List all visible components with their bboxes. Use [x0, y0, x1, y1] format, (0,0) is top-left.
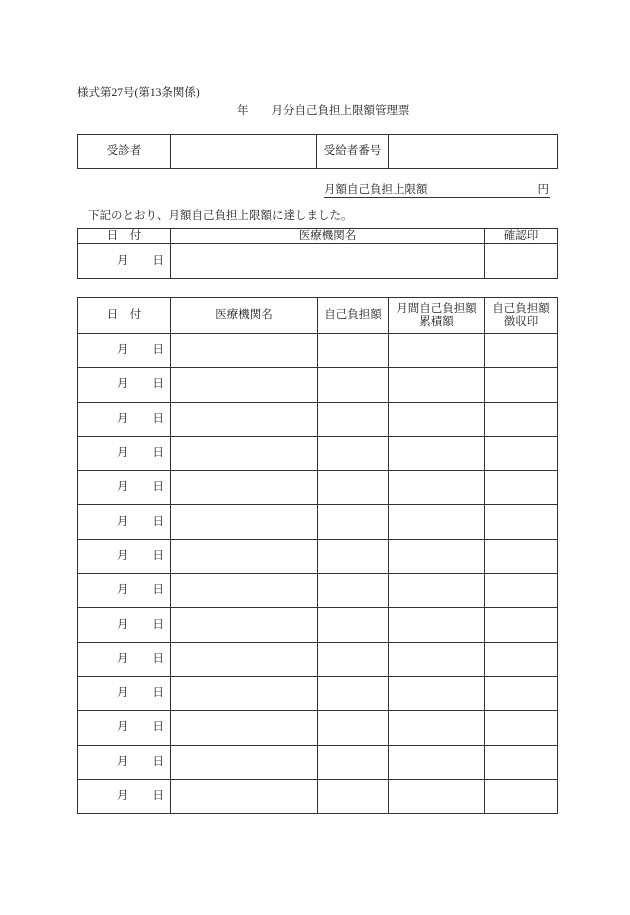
- collection-seal-cell: [485, 574, 558, 608]
- date-cell: [78, 402, 171, 436]
- month-label: 月: [117, 254, 129, 267]
- ledger-row: [78, 436, 558, 470]
- cumulative-header-line-1: 月間自己負担額: [396, 302, 477, 315]
- day-label: 日: [152, 687, 164, 700]
- patient-value-cell: [171, 135, 317, 169]
- cumulative-cell: [389, 642, 485, 676]
- collection-seal-cell: [485, 368, 558, 402]
- month-label: 月: [117, 412, 129, 425]
- monthly-limit-line: [324, 183, 550, 198]
- monthly-limit-label: 月額自己負担上限額: [324, 184, 428, 196]
- copayment-cell: [318, 608, 389, 642]
- cumulative-cell: [389, 471, 485, 505]
- collection-seal-cell: [485, 779, 558, 813]
- collection-seal-cell: [485, 676, 558, 710]
- day-label: 日: [152, 549, 164, 562]
- institution-cell: [171, 402, 318, 436]
- copayment-cell: [318, 745, 389, 779]
- collection-seal-cell: [485, 642, 558, 676]
- institution-cell: [171, 244, 485, 279]
- cumulative-cell: [389, 505, 485, 539]
- month-label: 月: [117, 549, 129, 562]
- day-label: 日: [152, 584, 164, 597]
- collection-seal-header: [485, 298, 558, 334]
- month-label: 月: [117, 618, 129, 631]
- cumulative-cell: [389, 608, 485, 642]
- collection-seal-cell: [485, 471, 558, 505]
- cumulative-cell: [389, 539, 485, 573]
- date-header: 日 付: [78, 298, 171, 334]
- day-label: 日: [152, 412, 164, 425]
- cumulative-header: [389, 298, 485, 334]
- institution-cell: [171, 779, 318, 813]
- date-cell: [78, 574, 171, 608]
- date-cell: [78, 711, 171, 745]
- day-label: 日: [152, 790, 164, 802]
- notice-text: 下記のとおり、月額自己負担上限額に達しました。: [88, 210, 353, 222]
- ledger-row: [78, 402, 558, 436]
- institution-cell: [171, 745, 318, 779]
- date-cell: [78, 779, 171, 813]
- month-label: 月: [117, 584, 129, 597]
- institution-header: 医療機関名: [171, 298, 318, 334]
- date-cell: [78, 368, 171, 402]
- patient-label: 受診者: [78, 135, 171, 169]
- cumulative-cell: [389, 779, 485, 813]
- month-label: 月: [117, 652, 129, 665]
- month-label: 月: [117, 755, 129, 768]
- collection-seal-cell: [485, 402, 558, 436]
- copayment-cell: [318, 779, 389, 813]
- recipient-row: [78, 135, 558, 169]
- month-label: 月: [117, 687, 129, 700]
- ledger-row: [78, 505, 558, 539]
- cumulative-cell: [389, 745, 485, 779]
- day-label: 日: [152, 378, 164, 391]
- date-cell: [78, 539, 171, 573]
- ledger-row: [78, 334, 558, 368]
- ledger-row: [78, 642, 558, 676]
- monthly-limit-unit: 円: [537, 184, 549, 196]
- institution-cell: [171, 539, 318, 573]
- day-label: 日: [152, 254, 164, 267]
- seal-cell: [485, 244, 558, 279]
- ledger-row: [78, 676, 558, 710]
- institution-cell: [171, 711, 318, 745]
- cumulative-cell: [389, 436, 485, 470]
- collection-seal-cell: [485, 745, 558, 779]
- institution-cell: [171, 642, 318, 676]
- copayment-cell: [318, 642, 389, 676]
- date-cell: [78, 608, 171, 642]
- cumulative-cell: [389, 676, 485, 710]
- copayment-cell: [318, 471, 389, 505]
- date-header: 日 付: [78, 229, 171, 244]
- ledger-row: [78, 779, 558, 813]
- date-cell: [78, 745, 171, 779]
- ledger-row: [78, 368, 558, 402]
- confirmation-row: [78, 244, 558, 279]
- institution-cell: [171, 334, 318, 368]
- date-cell: [78, 436, 171, 470]
- cumulative-cell: [389, 402, 485, 436]
- copayment-cell: [318, 539, 389, 573]
- institution-header: 医療機関名: [171, 229, 485, 244]
- day-label: 日: [152, 618, 164, 631]
- day-label: 日: [152, 721, 164, 734]
- confirmation-table: [77, 228, 558, 279]
- recipient-number-label: 受給者番号: [317, 135, 389, 169]
- institution-cell: [171, 574, 318, 608]
- collection-seal-cell: [485, 608, 558, 642]
- copayment-cell: [318, 436, 389, 470]
- day-label: 日: [152, 481, 164, 494]
- copayment-cell: [318, 368, 389, 402]
- day-label: 日: [152, 755, 164, 768]
- collection-seal-cell: [485, 539, 558, 573]
- collection-seal-header-line-2: 徴収印: [503, 315, 539, 328]
- month-label: 月: [117, 344, 129, 357]
- date-cell: [78, 642, 171, 676]
- month-label: 月: [117, 721, 129, 734]
- cumulative-cell: [389, 711, 485, 745]
- date-cell: [78, 676, 171, 710]
- cumulative-header-line-2: 累積額: [419, 315, 454, 328]
- month-label: 月: [117, 481, 129, 494]
- cumulative-cell: [389, 574, 485, 608]
- confirmation-header-row: [78, 229, 558, 244]
- institution-cell: [171, 505, 318, 539]
- month-label: 月: [117, 447, 129, 460]
- institution-cell: [171, 436, 318, 470]
- ledger-row: [78, 711, 558, 745]
- ledger-row: [78, 574, 558, 608]
- ledger-row: [78, 608, 558, 642]
- month-label: 月: [117, 790, 129, 802]
- institution-cell: [171, 608, 318, 642]
- day-label: 日: [152, 344, 164, 357]
- institution-cell: [171, 368, 318, 402]
- ledger-row: [78, 471, 558, 505]
- collection-seal-cell: [485, 505, 558, 539]
- ledger-row: [78, 745, 558, 779]
- collection-seal-cell: [485, 334, 558, 368]
- ledger-row: [78, 539, 558, 573]
- day-label: 日: [152, 652, 164, 665]
- ledger-table: [77, 297, 558, 814]
- seal-header: 確認印: [485, 229, 558, 244]
- month-label: 月: [117, 378, 129, 391]
- copayment-header: 自己負担額: [318, 298, 389, 334]
- recipient-number-value-cell: [389, 135, 558, 169]
- form-number: 様式第27号(第13条関係): [77, 87, 200, 99]
- collection-seal-cell: [485, 436, 558, 470]
- copayment-cell: [318, 402, 389, 436]
- date-cell: [78, 334, 171, 368]
- institution-cell: [171, 676, 318, 710]
- recipient-table: [77, 134, 558, 169]
- date-cell: [78, 244, 171, 279]
- copayment-cell: [318, 711, 389, 745]
- ledger-header-row: [78, 298, 558, 334]
- collection-seal-cell: [485, 711, 558, 745]
- copayment-cell: [318, 334, 389, 368]
- cumulative-cell: [389, 368, 485, 402]
- date-cell: [78, 471, 171, 505]
- date-cell: [78, 505, 171, 539]
- month-label: 月: [117, 515, 129, 528]
- copayment-cell: [318, 676, 389, 710]
- collection-seal-header-line-1: 自己負担額: [492, 302, 550, 315]
- copayment-cell: [318, 574, 389, 608]
- cumulative-cell: [389, 334, 485, 368]
- copayment-cell: [318, 505, 389, 539]
- day-label: 日: [152, 515, 164, 528]
- page-title: 年 月分自己負担上限額管理票: [237, 105, 410, 117]
- institution-cell: [171, 471, 318, 505]
- day-label: 日: [152, 447, 164, 460]
